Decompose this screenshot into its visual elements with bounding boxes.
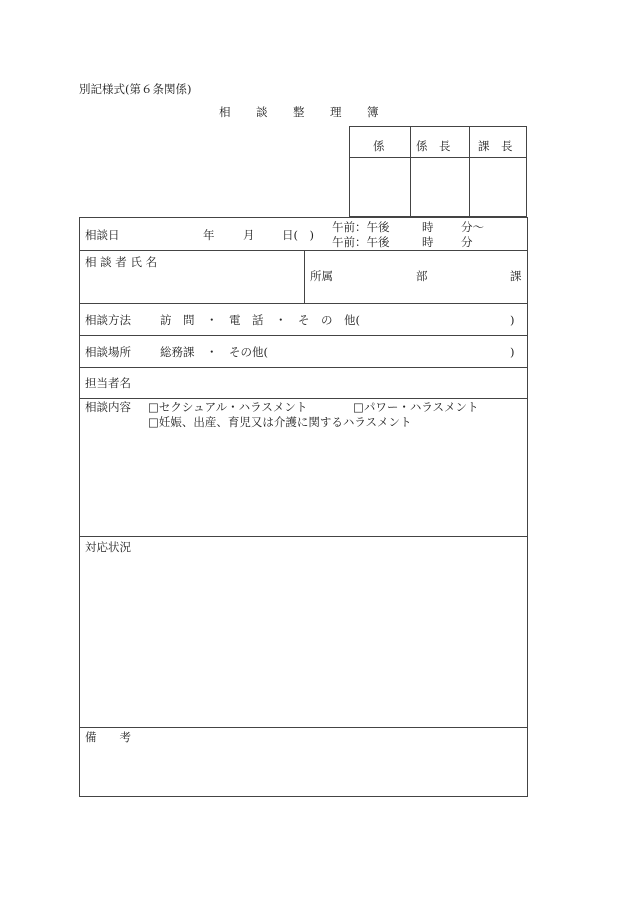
affiliation-label: 所属 <box>310 269 333 283</box>
form-title <box>219 107 404 119</box>
response-status-label: 対応状況 <box>85 540 131 554</box>
row-divider <box>80 335 527 336</box>
stamp-header-chief: 係 長 <box>416 139 451 153</box>
sexual-harassment-checkbox[interactable]: □セクシュアル・ハラスメント <box>148 400 308 414</box>
place-options: 総務課 ・ その他( <box>160 345 268 359</box>
day-label: 日( ) <box>282 228 314 242</box>
consultant-name-label: 相 談 者 氏 名 <box>85 255 158 269</box>
row-divider <box>80 536 527 537</box>
section-label: 課 <box>510 269 522 283</box>
hour-end: 時 <box>422 235 434 249</box>
stamp-header-divider <box>350 157 526 158</box>
minute-end: 分 <box>461 235 473 249</box>
name-affiliation-divider <box>304 250 305 303</box>
title-char: 簿 <box>367 105 379 119</box>
form-reference: 別記様式(第６条関係) <box>79 82 192 96</box>
place-label: 相談場所 <box>85 345 131 359</box>
stamp-header-staff: 係 <box>373 139 385 153</box>
content-label: 相談内容 <box>85 400 131 414</box>
row-divider <box>80 398 527 399</box>
year-label: 年 <box>203 228 215 242</box>
title-char: 整 <box>293 105 305 119</box>
approval-stamp-box <box>349 126 527 217</box>
stamp-header-manager: 課 長 <box>478 139 513 153</box>
method-close-paren: ) <box>510 313 515 327</box>
row-divider <box>80 367 527 368</box>
am-pm-end: 午前：午後 <box>332 235 390 249</box>
row-divider <box>80 727 527 728</box>
am-pm-start: 午前：午後 <box>332 220 390 234</box>
place-close-paren: ) <box>510 345 515 359</box>
date-label: 相談日 <box>85 228 120 242</box>
minute-start: 分～ <box>461 220 484 234</box>
power-harassment-checkbox[interactable]: □パワー・ハラスメント <box>353 400 479 414</box>
department-label: 部 <box>416 269 428 283</box>
maternity-harassment-checkbox[interactable]: □妊娠、出産、育児又は介護に関するハラスメント <box>148 415 412 429</box>
remarks-label: 備 考 <box>85 730 131 744</box>
month-label: 月 <box>243 228 255 242</box>
row-divider <box>80 303 527 304</box>
title-char: 相 <box>219 105 231 119</box>
title-char: 談 <box>256 105 268 119</box>
consultation-form <box>79 217 528 797</box>
title-char: 理 <box>330 105 342 119</box>
hour-start: 時 <box>422 220 434 234</box>
method-options: 訪 問 ・ 電 話 ・ そ の 他( <box>160 313 360 327</box>
staff-name-label: 担当者名 <box>85 376 131 390</box>
method-label: 相談方法 <box>85 313 131 327</box>
